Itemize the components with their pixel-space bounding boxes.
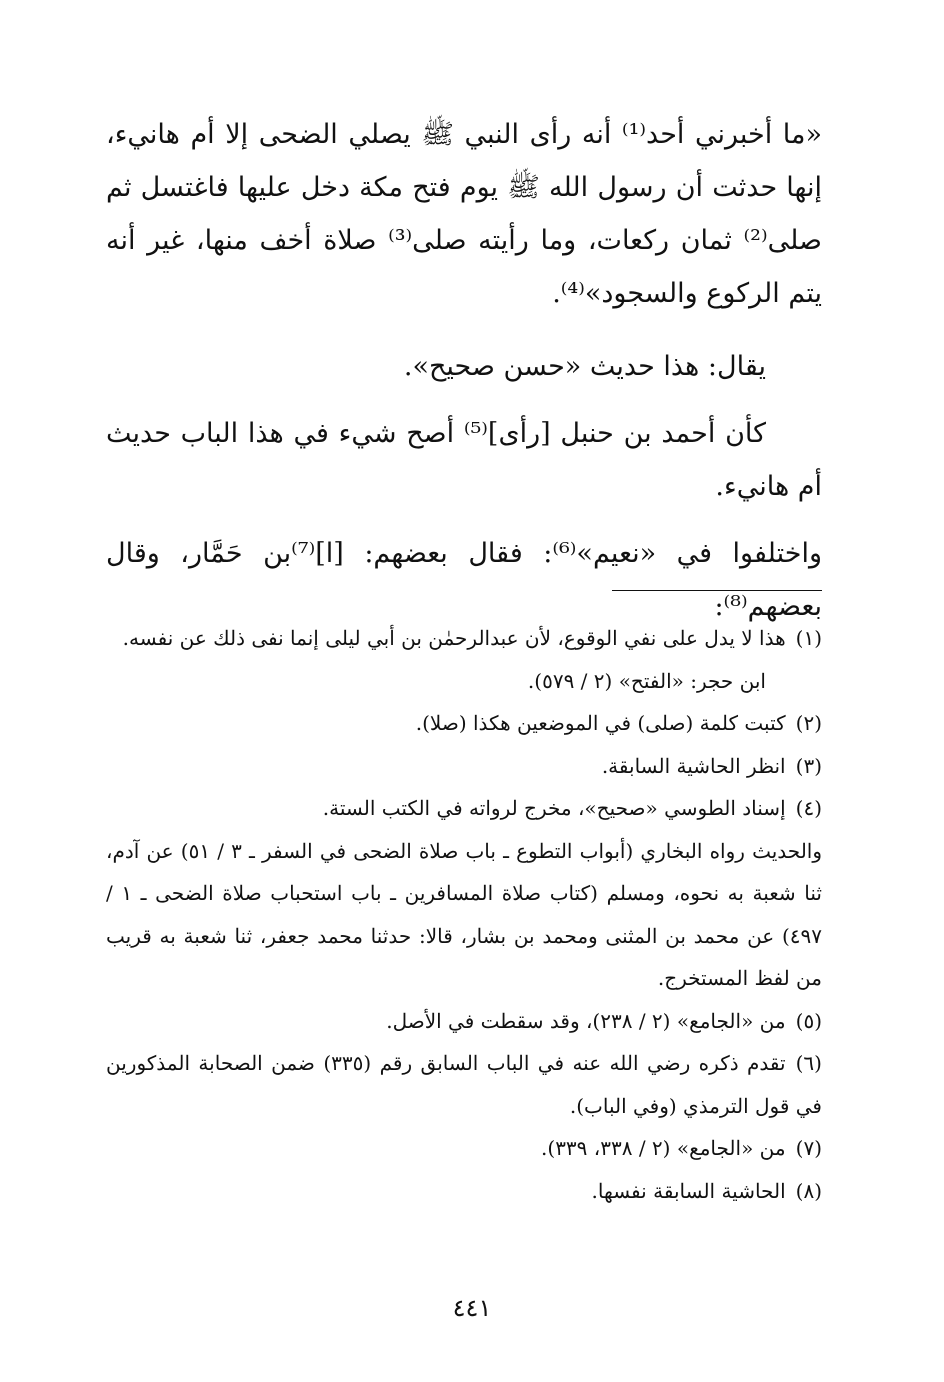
footnote-number: (١) bbox=[795, 626, 822, 650]
paragraph-2: يقال: هذا حديث «حسن صحيح». bbox=[403, 351, 766, 382]
footnote-number: (٤) bbox=[795, 796, 822, 820]
footnote-text: الحاشية السابقة نفسها. bbox=[591, 1178, 786, 1203]
footnote-text: كتبت كلمة (صلى) في الموضعين هكذا (صلا). bbox=[415, 711, 786, 735]
paragraph-1: «ما أخبرني أحد⁽¹⁾ أنه رأى النبي ﷺ يصلي الضحى إلا أم هانيء، إنها حدثت أن رسول الله ﷺ يوم فتح مكة دخل عليها فاغتسل ثم صلى⁽²⁾ ثمان ركعات، وما رأيته صلى⁽³⁾ صلاة أخف منها، غير أنه يتم الركوع والسجود»⁽⁴⁾. bbox=[106, 119, 822, 309]
footnote-text: ابن حجر: «الفتح» (٢ / ٥٧٩). bbox=[527, 668, 766, 693]
footnote-4-continuation bbox=[106, 830, 822, 1000]
main-text bbox=[106, 108, 822, 633]
footnote-number: (٥) bbox=[795, 1008, 822, 1033]
paragraph-3: كأن أحمد بن حنبل [رأى]⁽⁵⁾ أصح شيء في هذا الباب حديث أم هانيء. bbox=[106, 418, 822, 502]
footnote-3 bbox=[106, 745, 822, 788]
footnote-text: إسناد الطوسي «صحيح»، مخرج لرواته في الكتب الستة. bbox=[322, 796, 786, 820]
footnote-number: (٨) bbox=[795, 1178, 822, 1203]
footnote-5 bbox=[106, 1000, 822, 1043]
footnote-text: من «الجامع» (٢ / ٢٣٨)، وقد سقطت في الأصل. bbox=[386, 1008, 786, 1033]
footnote-1 bbox=[106, 617, 822, 660]
footnote-1-reference bbox=[106, 660, 822, 703]
page-number: ٤٤١ bbox=[452, 1294, 492, 1322]
footnote-text: انظر الحاشية السابقة. bbox=[601, 753, 786, 778]
footnote-4 bbox=[106, 787, 822, 830]
footnote-text: والحديث رواه البخاري (أبواب التطوع ـ باب صلاة الضحى في السفر ـ ٣ / ٥١) عن آدم، ثنا شعبة به نحوه، ومسلم (كتاب صلاة المسافرين ـ باب استحباب صلاة الضحى ـ ١ / ٤٩٧) عن محمد بن المثنى ومحمد بن بشار، قالا: حدثنا محمد جعفر، ثنا شعبة به قريب من لفظ المستخرج. bbox=[106, 838, 823, 990]
paragraph-4: واختلفوا في «نعيم»⁽⁶⁾: فقال بعضهم: [ا]⁽⁷⁾بن حَمَّار، وقال بعضهم⁽⁸⁾: bbox=[106, 538, 822, 622]
footnote-8 bbox=[106, 1170, 822, 1213]
footnote-text: من «الجامع» (٢ / ٣٣٨، ٣٣٩). bbox=[541, 1136, 786, 1160]
footnote-number: (٣) bbox=[795, 753, 822, 778]
footnote-6 bbox=[106, 1042, 822, 1127]
footnote-text: هذا لا يدل على نفي الوقوع، لأن عبدالرحمٰن بن أبي ليلى إنما نفى ذلك عن نفسه. bbox=[122, 626, 786, 650]
footnote-7 bbox=[106, 1127, 822, 1170]
footnote-number: (٦) bbox=[795, 1051, 822, 1075]
footnote-2 bbox=[106, 702, 822, 745]
footnote-number: (٢) bbox=[795, 711, 822, 735]
footnote-divider bbox=[612, 590, 822, 591]
footnote-number: (٧) bbox=[795, 1136, 822, 1160]
footnote-text: تقدم ذكره رضي الله عنه في الباب السابق رقم (٣٣٥) ضمن الصحابة المذكورين في قول الترمذي (وفي الباب). bbox=[106, 1051, 822, 1118]
footnotes bbox=[106, 617, 822, 1212]
